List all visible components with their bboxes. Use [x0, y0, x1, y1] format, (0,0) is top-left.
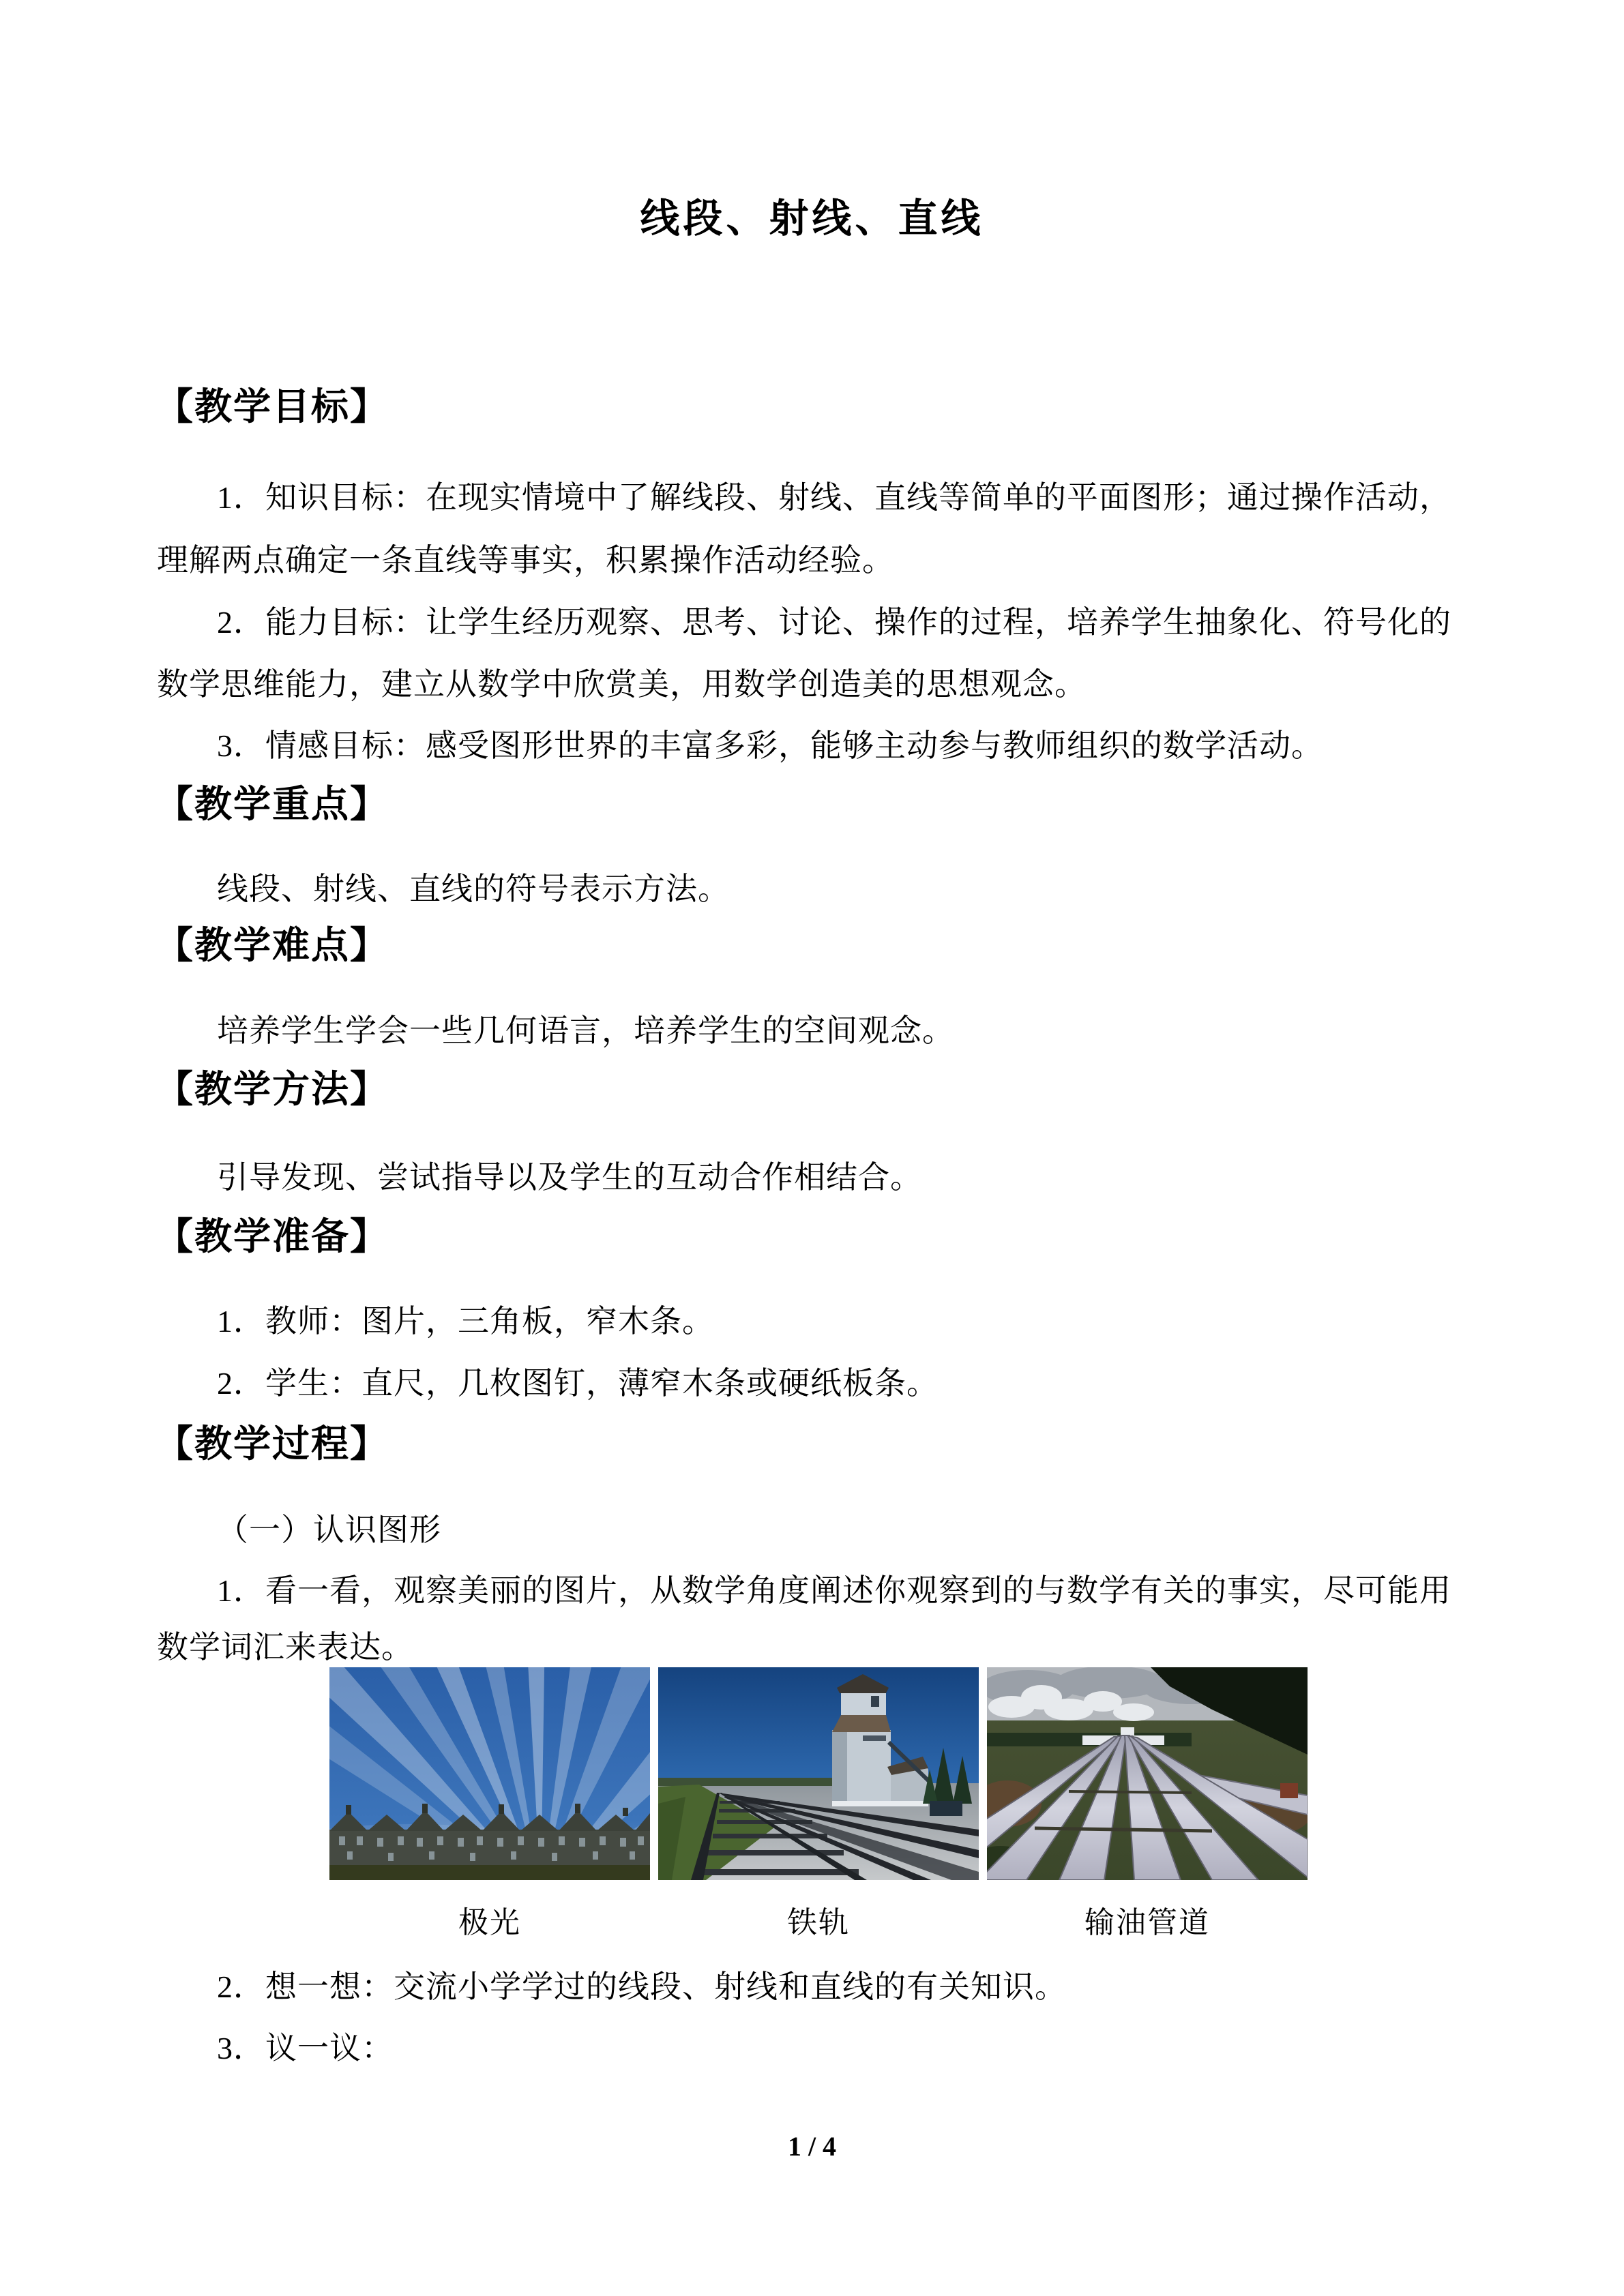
figure-caption-aurora: 极光 — [458, 1906, 521, 1939]
section-heading-objectives: 【教学目标】 — [156, 386, 389, 428]
pipeline-photo — [987, 1667, 1308, 1880]
section-heading-methods: 【教学方法】 — [156, 1069, 389, 1110]
section-heading-preparation: 【教学准备】 — [156, 1216, 389, 1257]
section-heading-key-points: 【教学重点】 — [156, 784, 389, 825]
paragraph-line: （一）认识图形 — [217, 1512, 441, 1547]
railway-photo — [658, 1667, 979, 1880]
paragraph-line: 数学词汇来表达。 — [157, 1630, 413, 1665]
paragraph-line: 3．议一议： — [217, 2031, 394, 2066]
document-title: 线段、射线、直线 — [640, 196, 984, 241]
figure-strip — [329, 1667, 1308, 1880]
paragraph-line: 2．学生：直尺，几枚图钉，薄窄木条或硬纸板条。 — [217, 1366, 939, 1401]
paragraph-line: 1．教师：图片，三角板，窄木条。 — [217, 1304, 714, 1339]
paragraph-line: 2．想一想：交流小学学过的线段、射线和直线的有关知识。 — [217, 1969, 1067, 2004]
paragraph-line: 1．知识目标：在现实情境中了解线段、射线、直线等简单的平面图形；通过操作活动， — [217, 480, 1451, 515]
pipeline-photo-illustration — [987, 1667, 1308, 1880]
page-number: 1 / 4 — [787, 2131, 837, 2162]
paragraph-line: 线段、射线、直线的符号表示方法。 — [217, 871, 730, 906]
paragraph-line: 1．看一看，观察美丽的图片，从数学角度阐述你观察到的与数学有关的事实，尽可能用 — [217, 1573, 1451, 1608]
aurora-photo-illustration — [329, 1667, 650, 1880]
section-heading-difficulties: 【教学难点】 — [156, 925, 389, 966]
paragraph-line: 数学思维能力，建立从数学中欣赏美，用数学创造美的思想观念。 — [157, 667, 1087, 702]
paragraph-line: 培养学生学会一些几何语言，培养学生的空间观念。 — [217, 1013, 954, 1048]
railway-photo-illustration — [658, 1667, 979, 1880]
paragraph-line: 2．能力目标：让学生经历观察、思考、讨论、操作的过程，培养学生抽象化、符号化的 — [217, 605, 1451, 640]
figure-caption-pipeline: 输油管道 — [1084, 1906, 1210, 1939]
figure-caption-railway: 铁轨 — [787, 1906, 850, 1939]
aurora-photo — [329, 1667, 650, 1880]
paragraph-line: 3．情感目标：感受图形世界的丰富多彩，能够主动参与教师组织的数学活动。 — [217, 728, 1323, 763]
paragraph-line: 引导发现、尝试指导以及学生的互动合作相结合。 — [217, 1160, 922, 1195]
paragraph-line: 理解两点确定一条直线等事实，积累操作活动经验。 — [157, 543, 894, 578]
section-heading-process: 【教学过程】 — [156, 1423, 389, 1465]
